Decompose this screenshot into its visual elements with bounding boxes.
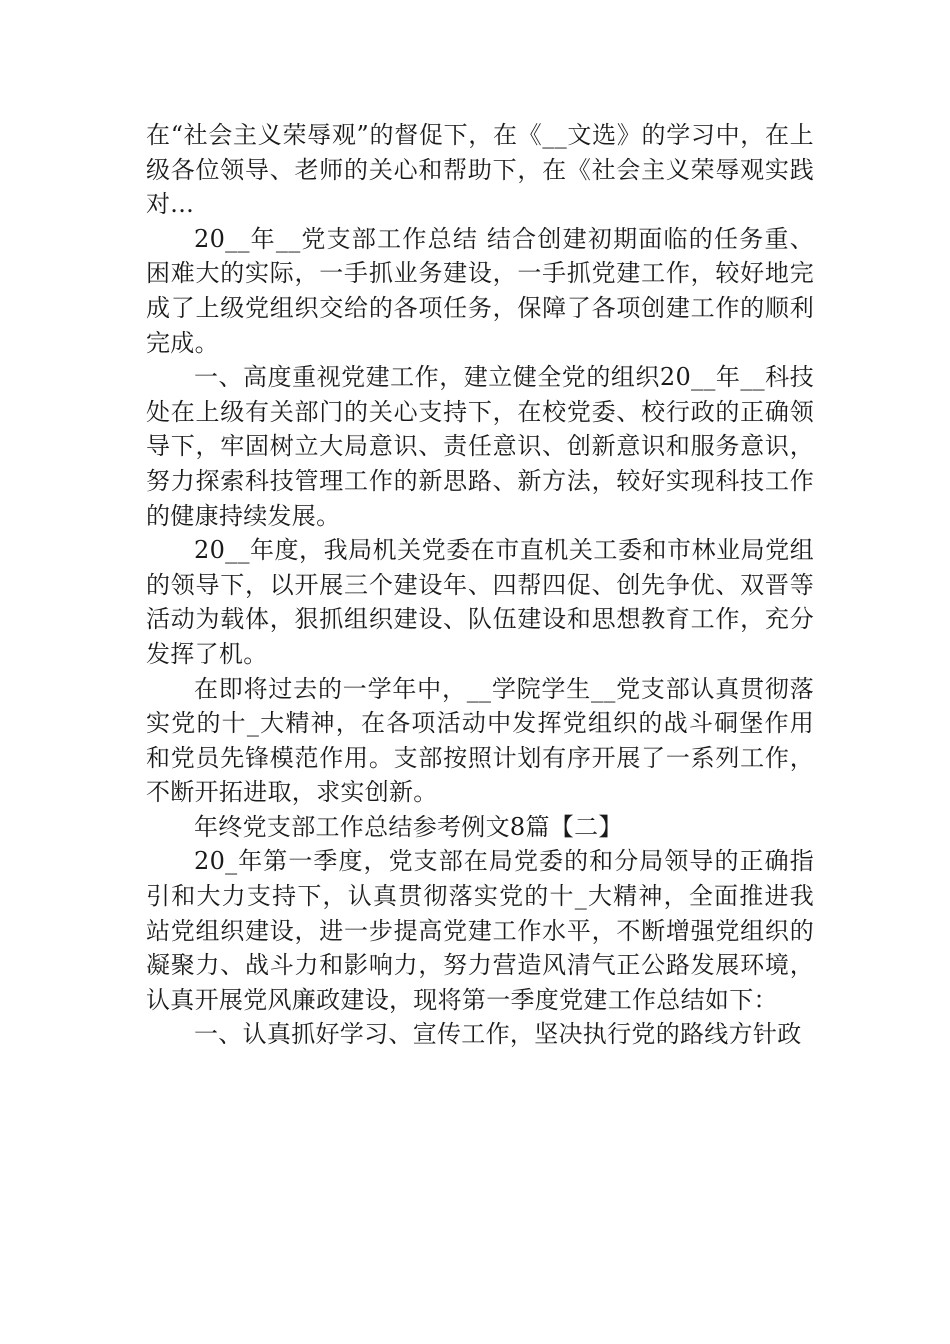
paragraph-branch-summary: 20__年__党支部工作总结 结合创建初期面临的任务重、困难大的实际，一手抓业务建设，一手抓党建工作，较好地完成了上级党组织交给的各项任务，保障了各项创建工作的顺利完成。 — [146, 224, 814, 357]
paragraph-academic-year: 在即将过去的一学年中，__学院学生__党支部认真贯彻落实党的十_大精神，在各项活动中发挥党组织的战斗硐堡作用和党员先锋模范作用。支部按照计划有序开展了一系列工作，不断开拓进取，求实创新。 — [146, 674, 814, 807]
paragraph-study-publicity: 一、认真抓好学习、宣传工作，坚决执行党的路线方针政 — [194, 1020, 802, 1049]
paragraph-party-building: 一、高度重视党建工作，建立健全党的组织20__年__科技处在上级有关部门的关心支持下，在校党委、校行政的正确领导下，牢固树立大局意识、责任意识、创新意识和服务意识，努力探索科技管理工作的新思路、新方法，较好实现科技工作的健康持续发展。 — [146, 363, 814, 530]
paragraph-first-quarter: 20_年第一季度，党支部在局党委的和分局领导的正确指引和大力支持下，认真贯彻落实党的十_大精神，全面推进我站党组织建设，进一步提高党建工作水平，不断增强党组织的凝聚力、战斗力和影响力，努力营造风清气正公路发展环境，认真开展党风廉政建设，现将第一季度党建工作总结如下： — [146, 847, 814, 1014]
document-body — [146, 118, 814, 1052]
paragraph-annual-work: 20__年度，我局机关党委在市直机关工委和市林业局党组的领导下，以开展三个建设年、四帮四促、创先争优、双晋等活动为载体，狠抓组织建设、队伍建设和思想教育工作，充分发挥了机。 — [146, 536, 814, 668]
paragraph-intro: 在“社会主义荣辱观”的督促下，在《__文选》的学习中，在上级各位领导、老师的关心和帮助下，在《社会主义荣辱观实践对... — [146, 121, 814, 219]
section-heading: 年终党支部工作总结参考例文8篇【二】 — [194, 812, 623, 841]
